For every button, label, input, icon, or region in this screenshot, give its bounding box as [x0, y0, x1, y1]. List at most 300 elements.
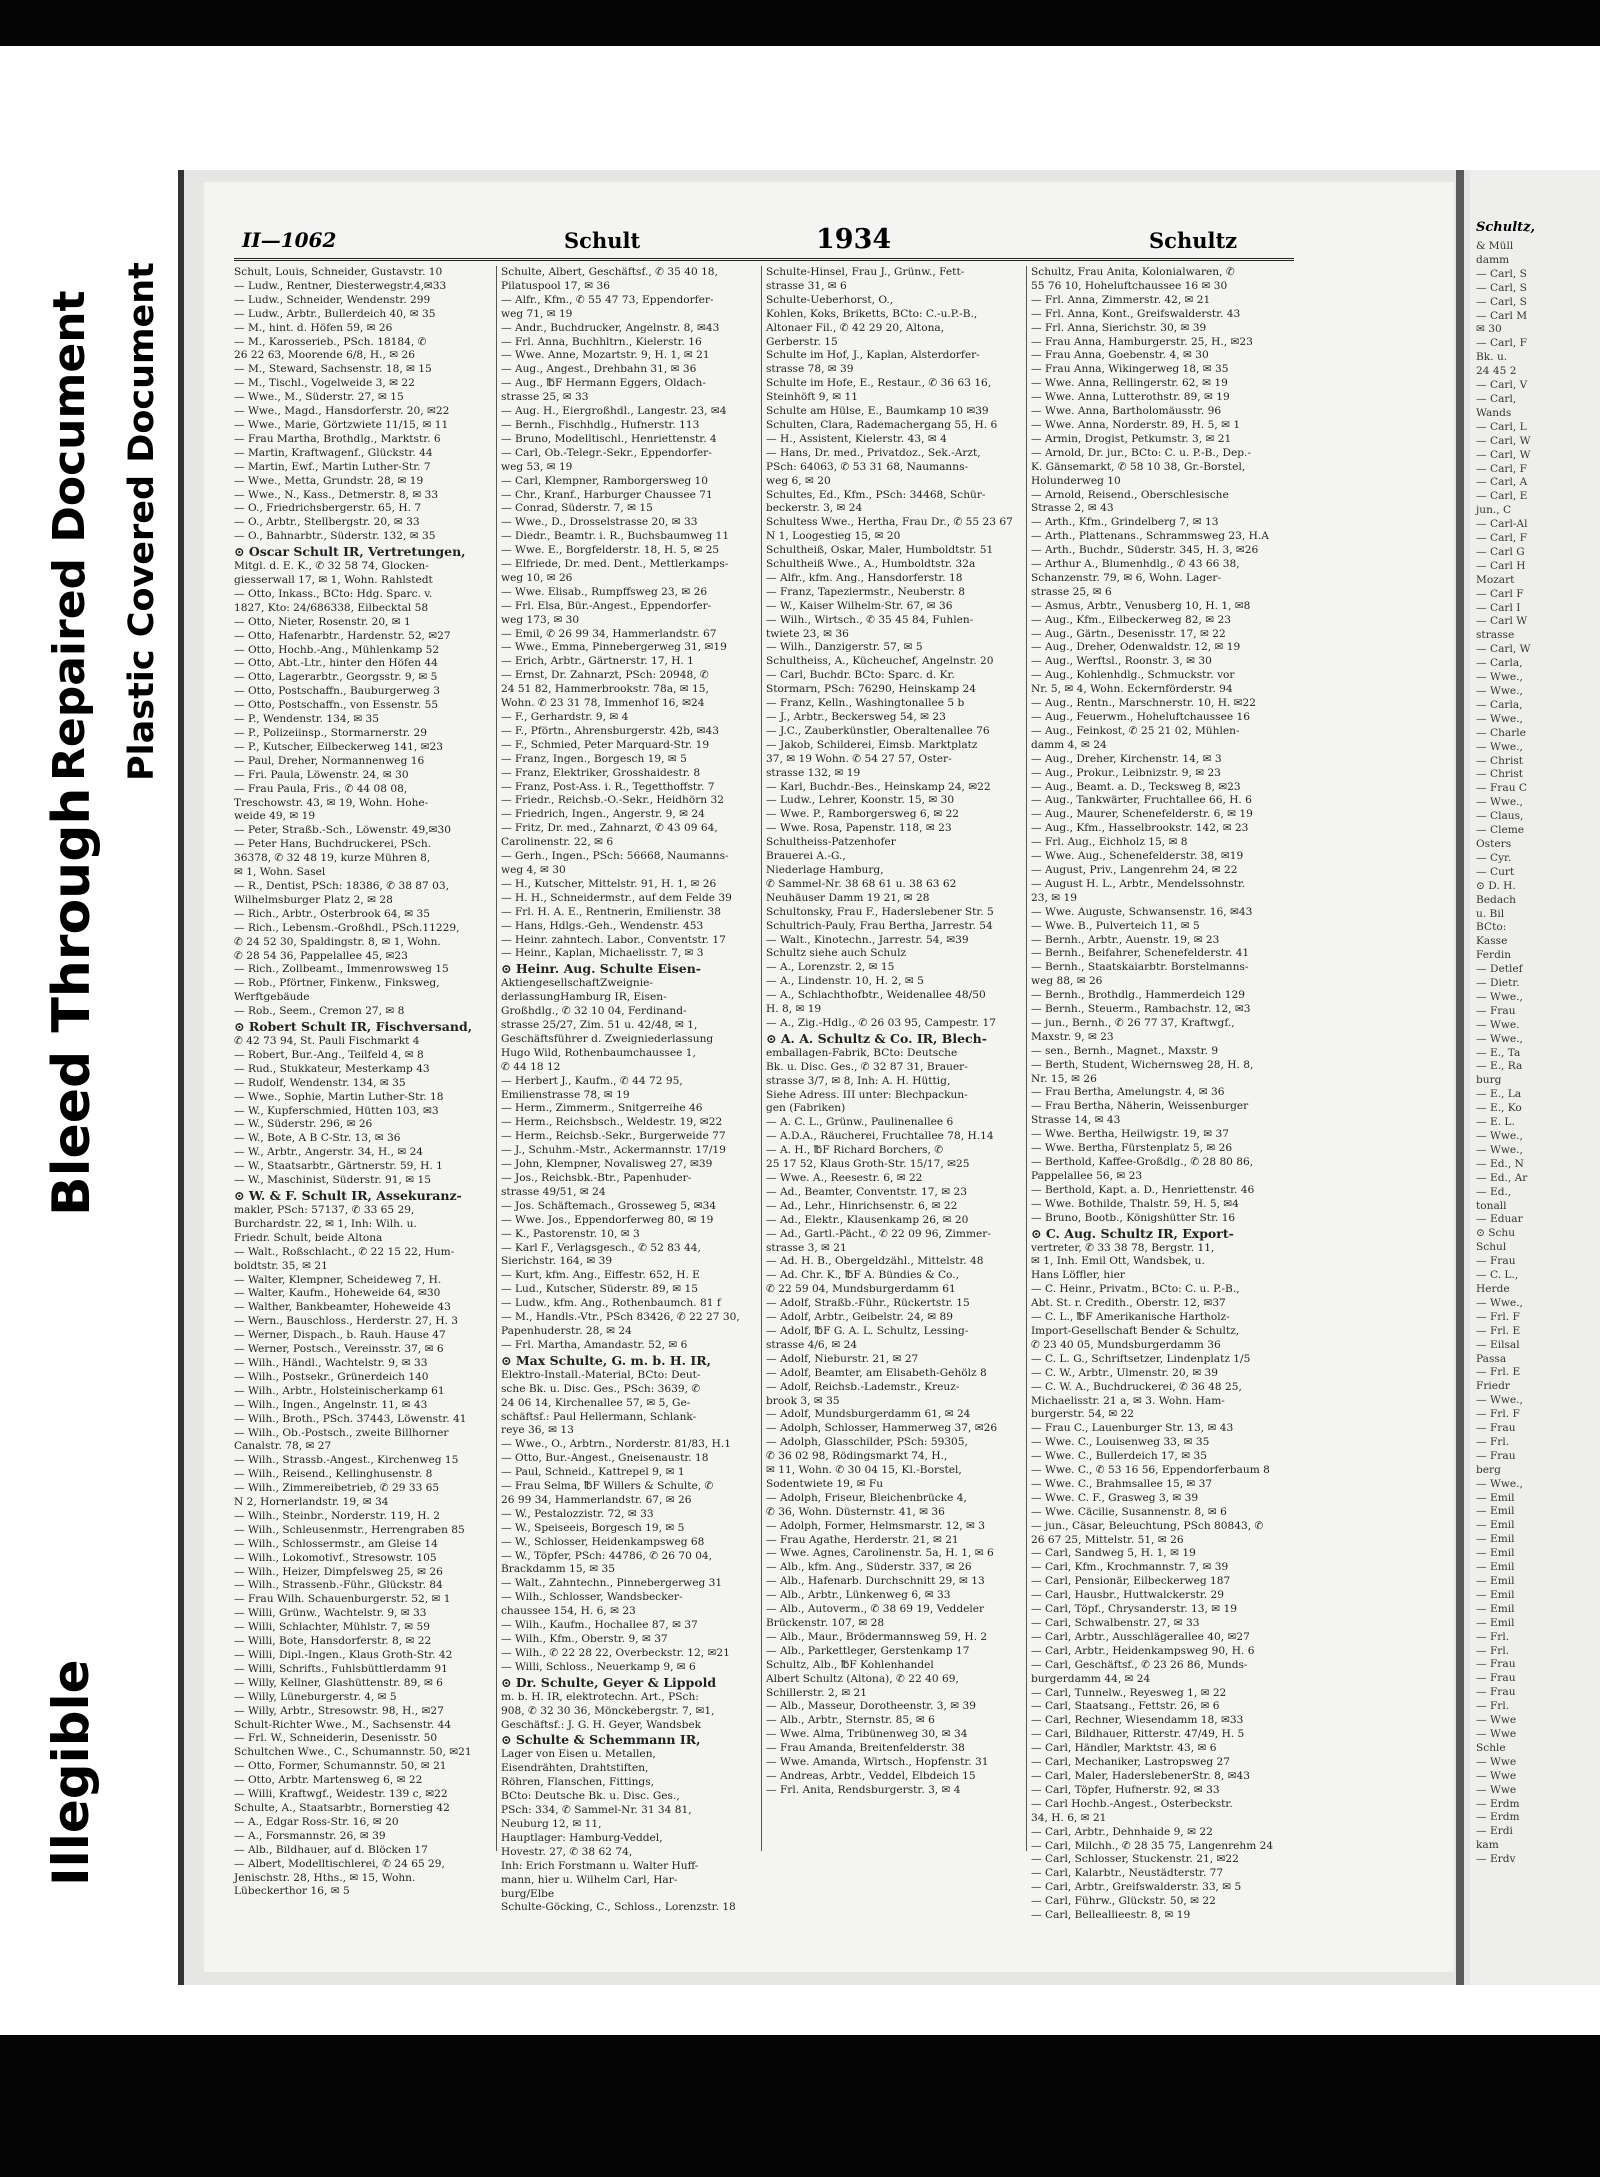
directory-entry: — Peter Hans, Buchdruckerei, PSch.: [234, 838, 432, 851]
next-page-entry: — Wwe: [1476, 1769, 1517, 1782]
directory-entry: Brackdamm 15, ✉ 35: [501, 1563, 616, 1576]
next-page-entry: — Wwe.,: [1476, 796, 1523, 809]
directory-entry: — Wilh., Kfm., Oberstr. 9, ✉ 37: [501, 1633, 668, 1645]
directory-entry: — Wilh., Zimmereibetrieb, ✆ 29 33 65: [234, 1482, 440, 1495]
directory-entry: — Otto, Arbtr. Martensweg 6, ✉ 22: [234, 1774, 423, 1787]
directory-entry: strasse 25, ✉ 6: [1031, 585, 1112, 598]
next-page-entry: — Emil: [1476, 1575, 1515, 1587]
directory-entry: — Hans, Hdlgs.-Geh., Wendenstr. 453: [501, 919, 704, 932]
directory-entry: — August H. L., Arbtr., Mendelssohnstr.: [1031, 877, 1246, 890]
next-page-entry: Passa: [1476, 1352, 1507, 1365]
next-page-entry: — Wwe.,: [1476, 712, 1523, 725]
directory-entry: — Adolf, Straßb.-Führ., Rückertstr. 15: [766, 1297, 970, 1310]
directory-entry: emballagen-Fabrik, BCto: Deutsche: [766, 1046, 958, 1059]
directory-entry: — Wwe. P., Ramborgersweg 6, ✉ 22: [766, 808, 960, 821]
directory-entry: Schultz siehe auch Schulz: [766, 947, 907, 960]
directory-entry: 23, ✉ 19: [1031, 891, 1077, 904]
directory-entry: — Herm., Reichsbsch., Weldestr. 19, ✉22: [501, 1116, 723, 1129]
directory-entry: — Wilh., Postsekr., Grünerdeich 140: [234, 1370, 429, 1383]
directory-entry: — Willi, Schlachter, Mühlstr. 7, ✉ 59: [234, 1621, 430, 1634]
directory-entry: — Adolf, Beamter, am Elisabeth-Gehölz 8: [766, 1366, 987, 1379]
next-page-entry: — Wwe: [1476, 1755, 1517, 1768]
directory-entry: 36378, ✆ 32 48 19, kurze Mühren 8,: [234, 852, 431, 865]
directory-entry: — Albert, Modelltischlerei, ✆ 24 65 29,: [234, 1857, 445, 1870]
next-page-entry: — Wwe.,: [1476, 1032, 1523, 1045]
directory-entry: — Arth., Buchdr., Süderstr. 345, H. 3, ✉26: [1031, 544, 1259, 557]
directory-entry: — Lud., Kutscher, Süderstr. 89, ✉ 15: [501, 1283, 699, 1296]
directory-entry: 24 06 14, Kirchenallee 57, ✉ 5, Ge-: [501, 1396, 691, 1409]
next-page-entry: — Emil: [1476, 1602, 1515, 1615]
directory-entry: beckerstr. 3, ✉ 24: [766, 502, 863, 515]
next-page-entry: — Wwe.,: [1476, 990, 1523, 1003]
directory-entry: — Aug., Dreher, Kirchenstr. 14, ✉ 3: [1031, 752, 1222, 765]
directory-entry: — Franz, Elektriker, Grosshaidestr. 8: [501, 766, 701, 779]
directory-entry: Brauerei A.-G.,: [766, 850, 846, 863]
directory-entry: — jun., Cäsar, Beleuchtung, PSch 80843, ✆: [1031, 1519, 1264, 1532]
next-page-entry: 24 45 2: [1476, 365, 1517, 378]
directory-entry: — Wwe. Agnes, Carolinenstr. 5a, H. 1, ✉ 6: [766, 1547, 994, 1560]
next-page-entry: — Frau: [1476, 1422, 1516, 1435]
next-page-entry: — Frl.: [1476, 1644, 1510, 1657]
directory-entry: — Wilh., Steinbr., Norderstr. 119, H. 2: [234, 1509, 440, 1522]
directory-entry: — Carl, Buchdr. BCto: Sparc. d. Kr.: [766, 669, 955, 682]
directory-entry: — Otto, Abt.-Ltr., hinter den Höfen 44: [234, 657, 438, 670]
directory-entry: — Heinr., Kaplan, Michaelisstr. 7, ✉ 3: [501, 947, 704, 960]
directory-entry: — Carl, Töpf., Chrysanderstr. 13, ✉ 19: [1031, 1603, 1237, 1616]
directory-entry: — Herbert J., Kaufm., ✆ 44 72 95,: [501, 1074, 683, 1087]
next-page-entry: — Frau: [1476, 1672, 1516, 1685]
directory-entry: ⊙ Dr. Schulte, Geyer & Lippold: [501, 1674, 717, 1690]
directory-entry: — Arnold, Reisend., Oberschlesische: [1031, 488, 1229, 501]
directory-entry: — Carl, Maler, HaderslebenerStr. 8, ✉43: [1031, 1769, 1250, 1782]
directory-entry: sche Bk. u. Disc. Ges., PSch: 3639, ✆: [501, 1382, 701, 1395]
next-page-entry: — Ed.,: [1476, 1185, 1512, 1198]
directory-entry: — Wilh., Strassb.-Angest., Kirchenweg 15: [234, 1454, 459, 1467]
directory-entry: ✆ 36 02 98, Rödingsmarkt 74, H.,: [766, 1450, 948, 1463]
directory-entry: Hans Löffler, hier: [1031, 1269, 1125, 1282]
directory-entry: Schulte, A., Staatsarbtr., Bornerstieg 42: [234, 1801, 450, 1814]
directory-entry: — Wwe., O., Arbtrn., Norderstr. 81/83, H.1: [501, 1438, 731, 1451]
directory-entry: — Otto, Former, Schumannstr. 50, ✉ 21: [234, 1760, 447, 1773]
next-page-entry: — Carl, W: [1476, 448, 1531, 461]
directory-entry: — Carl, Staatsang., Fettstr. 26, ✉ 6: [1031, 1700, 1220, 1713]
directory-entry: m. b. H. IR, elektrotechn. Art., PSch:: [501, 1690, 699, 1703]
directory-entry: strasse 31, ✉ 6: [766, 279, 847, 292]
directory-entry: — A. H., ℔F Richard Borchers, ✆: [766, 1144, 944, 1157]
directory-entry: — Wwe. Aug., Schenefelderstr. 38, ✉19: [1031, 850, 1244, 863]
directory-entry: — A., Lindenstr. 10, H. 2, ✉ 5: [766, 975, 924, 988]
directory-entry: — Frl. W., Schneiderin, Desenisstr. 50: [234, 1732, 438, 1745]
page-number: II—1062: [242, 228, 337, 252]
directory-entry: — Paul, Schneid., Kattrepel 9, ✉ 1: [501, 1466, 685, 1479]
next-page-entry: ✉ 30: [1476, 323, 1502, 336]
directory-entry: — Ad., Beamter, Conventstr. 17, ✉ 23: [766, 1185, 967, 1198]
directory-entry: Hugo Wild, Rothenbaumchaussee 1,: [501, 1046, 696, 1059]
directory-entry: — Wwe. C., Louisenweg 33, ✉ 35: [1031, 1436, 1210, 1449]
directory-entry: Schillerstr. 2, ✉ 21: [766, 1686, 868, 1699]
next-page-entry: — Erdv: [1476, 1853, 1516, 1866]
directory-entry: — Frau Martha, Brothdlg., Marktstr. 6: [234, 432, 441, 445]
directory-entry: — Peter, Straßb.-Sch., Löwenstr. 49,✉30: [234, 824, 451, 837]
directory-entry: — Aug., ℔F Hermann Eggers, Oldach-: [501, 377, 706, 390]
directory-entry: — Aug., Rentn., Marschnerstr. 10, H. ✉22: [1031, 697, 1257, 710]
next-page-entry: Osters: [1476, 837, 1512, 850]
directory-entry: — Wwe. Amanda, Wirtsch., Hopfenstr. 31: [766, 1756, 989, 1769]
directory-entry: — Wwe. Anna, Lutterothstr. 89, ✉ 19: [1031, 391, 1230, 404]
directory-entry: — Wwe. Bothilde, Thalstr. 59, H. 5, ✉4: [1031, 1197, 1239, 1210]
directory-entry: — Werner, Postsch., Vereinsstr. 37, ✉ 6: [234, 1343, 444, 1356]
directory-entry: — Wwe., Emma, Pinnebergerweg 31, ✉19: [501, 641, 727, 654]
next-page-entry: Wands: [1476, 406, 1512, 419]
next-page-entry: — Emil: [1476, 1616, 1515, 1629]
directory-entry: AktiengesellschaftZweignie-: [501, 977, 653, 990]
directory-entry: — Heinr. zahntech. Labor., Conventstr. 17: [501, 933, 726, 946]
directory-entry: — Jos., Reichsbk.-Btr., Papenhuder-: [501, 1172, 692, 1184]
directory-entry: — Bernh., Beifahrer, Schenefelderstr. 41: [1031, 947, 1250, 960]
directory-entry: ✆ 28 54 36, Pappelallee 45, ✉23: [234, 949, 408, 962]
directory-entry: — Berth, Student, Wichernsweg 28, H. 8,: [1031, 1058, 1254, 1071]
directory-entry: Michaelisstr. 21 a, ✉ 3. Wohn. Ham-: [1031, 1394, 1225, 1407]
directory-entry: strasse 25/27, Zim. 51 u. 42/48, ✉ 1,: [501, 1019, 698, 1032]
directory-entry: — Frau Selma, ℔F Willers & Schulte, ✆: [501, 1480, 714, 1493]
next-page-entry: — Carl, L: [1476, 420, 1527, 433]
next-page-entry: — Emil: [1476, 1533, 1515, 1546]
directory-entry: Nr. 15, ✉ 26: [1031, 1072, 1097, 1085]
next-page-entry: — Frl. E: [1476, 1324, 1521, 1337]
directory-entry: — Adolf, Nieburstr. 21, ✉ 27: [766, 1352, 919, 1365]
next-page-entry: — Frl.: [1476, 1630, 1510, 1643]
directory-entry: — Frl. Anita, Rendsburgerstr. 3, ✉ 4: [766, 1783, 961, 1796]
directory-entry: — Gerh., Ingen., PSch: 56668, Naumanns-: [501, 850, 729, 863]
directory-entry: — Carl, Arbtr., Dehnhaide 9, ✉ 22: [1031, 1825, 1213, 1838]
directory-entry: Jenischstr. 28, Hths., ✉ 15, Wohn.: [234, 1871, 416, 1884]
next-page-entry: — Charle: [1476, 726, 1526, 739]
next-page-entry: — Carl,: [1476, 392, 1517, 405]
directory-entry: — Bernh., Brothdlg., Hammerdeich 129: [1031, 989, 1245, 1002]
directory-entry: — Ludw., Arbtr., Bullerdeich 40, ✉ 35: [234, 307, 436, 320]
directory-entry: — Aug., Werftsl., Roonstr. 3, ✉ 30: [1031, 655, 1212, 668]
next-page-entry: — Emil: [1476, 1505, 1515, 1518]
directory-entry: — Aug., Maurer, Schenefelderstr. 6, ✉ 19: [1031, 808, 1253, 821]
next-page-entry: — C. L.,: [1476, 1269, 1519, 1282]
directory-entry: — Rudolf, Wendenstr. 134, ✉ 35: [234, 1076, 406, 1089]
directory-entry: — Otto, Postschaffn., Bauburgerweg 3: [234, 685, 440, 698]
directory-entry: — Franz, Kelln., Washingtonallee 5 b: [766, 697, 965, 710]
directory-entry: Inh: Erich Forstmann u. Walter Huff-: [501, 1859, 699, 1872]
directory-entry: Schult-Richter Wwe., M., Sachsenstr. 44: [234, 1718, 452, 1731]
directory-entry: Maxstr. 9, ✉ 23: [1031, 1030, 1114, 1043]
next-page-entry: — Emil: [1476, 1561, 1515, 1574]
directory-entry: — H., Kutscher, Mittelstr. 91, H. 1, ✉ 26: [501, 877, 717, 890]
next-page-entry: — Ed., Ar: [1476, 1171, 1528, 1184]
directory-entry: Schultes, Ed., Kfm., PSch: 34468, Schür-: [766, 488, 986, 501]
next-page-entry: — Carl, W: [1476, 643, 1531, 656]
directory-entry: — Carl, Arbtr., Ausschlägerallee 40, ✉27: [1031, 1630, 1250, 1643]
directory-entry: Schulte-Ueberhorst, O.,: [766, 293, 894, 306]
directory-column-2: [501, 266, 759, 1914]
directory-entry: ⊙ C. Aug. Schultz IR, Export-: [1031, 1225, 1234, 1241]
label-illegible: Illegible: [42, 1659, 100, 1886]
directory-entry: — A., Lorenzstr. 2, ✉ 15: [766, 961, 895, 974]
directory-entry: — Aug., Tankwärter, Fruchtallee 66, H. 6: [1031, 794, 1252, 807]
directory-entry: Pappelallee 56, ✉ 23: [1031, 1169, 1143, 1182]
directory-entry: burg/Elbe: [501, 1887, 555, 1900]
directory-entry: ✆ 24 52 30, Spaldingstr. 8, ✉ 1, Wohn.: [234, 935, 441, 948]
next-page-entry: kam: [1476, 1839, 1499, 1852]
directory-entry: — Frau Bertha, Näherin, Weissenburger: [1031, 1100, 1249, 1113]
column-divider: [1026, 266, 1027, 1851]
directory-entry: — C. W. A., Buchdruckerei, ✆ 36 48 25,: [1031, 1380, 1242, 1393]
directory-entry: — Otto, Inkass., BCto: Hdg. Sparc. v.: [234, 587, 433, 600]
next-page-entry: — Carl W: [1476, 615, 1528, 628]
directory-entry: Schulte, Albert, Geschäftsf., ✆ 35 40 18,: [501, 266, 718, 278]
directory-column-4: [1031, 266, 1289, 1922]
directory-entry: — Wwe. C., Bullerdeich 17, ✉ 35: [1031, 1450, 1207, 1463]
directory-entry: — J., Arbtr., Beckersweg 54, ✉ 23: [766, 711, 946, 723]
directory-entry: — Adolf, Mundsburgerdamm 61, ✉ 24: [766, 1408, 971, 1421]
next-page-entry: Schul: [1476, 1241, 1507, 1254]
directory-entry: — Robert, Bur.-Ang., Teilfeld 4, ✉ 8: [234, 1048, 424, 1061]
directory-entry: Bk. u. Disc. Ges., ✆ 32 87 31, Brauer-: [766, 1060, 968, 1073]
directory-entry: Papenhuderstr. 28, ✉ 24: [501, 1324, 632, 1337]
directory-entry: — Wwe., N., Kass., Detmerstr. 8, ✉ 33: [234, 488, 439, 501]
next-page-entry: BCto:: [1476, 921, 1507, 934]
directory-column-3: [766, 266, 1024, 1851]
directory-entry: — Herm., Reichsb.-Sekr., Burgerweide 77: [501, 1130, 726, 1143]
directory-entry: 34, H. 6, ✉ 21: [1031, 1811, 1107, 1824]
directory-entry: — Carl, Sandweg 5, H. 1, ✉ 19: [1031, 1547, 1196, 1560]
directory-entry: — Alb., Maur., Brödermannsweg 59, H. 2: [766, 1630, 988, 1643]
directory-entry: — Arth., Plattenans., Schrammsweg 23, H.A: [1031, 530, 1269, 543]
directory-entry: — A., Edgar Ross-Str. 16, ✉ 20: [234, 1815, 399, 1828]
directory-entry: — Adolph, Friseur, Bleichenbrücke 4,: [766, 1491, 967, 1504]
directory-entry: — Wwe. Anne, Mozartstr. 9, H. 1, ✉ 21: [501, 349, 710, 362]
directory-entry: — Friedrich, Ingen., Angerstr. 9, ✉ 24: [501, 808, 705, 821]
directory-entry: — H., Assistent, Kielerstr. 43, ✉ 4: [766, 432, 947, 445]
directory-entry: — Alb., Arbtr., Sternstr. 85, ✉ 6: [766, 1714, 935, 1727]
directory-entry: — Aug., Beamt. a. D., Tecksweg 8, ✉23: [1031, 780, 1241, 793]
directory-entry: — Carl, Töpfer, Hufnerstr. 92, ✉ 33: [1031, 1783, 1220, 1796]
directory-entry: — Rich., Arbtr., Osterbrook 64, ✉ 35: [234, 907, 430, 920]
directory-entry: — Carl, Ob.-Telegr.-Sekr., Eppendorfer-: [501, 446, 712, 459]
directory-entry: — Andr., Buchdrucker, Angelnstr. 8, ✉43: [501, 321, 720, 334]
directory-entry: — Willi, Grünw., Wachtelstr. 9, ✉ 33: [234, 1607, 427, 1620]
directory-entry: — Wwe. C., ✆ 53 16 56, Eppendorferbaum 8: [1031, 1464, 1270, 1477]
directory-entry: — Alb., Parkettleger, Gerstenkamp 17: [766, 1644, 970, 1657]
directory-entry: — Ad., Elektr., Klausenkamp 26, ✉ 20: [766, 1213, 969, 1226]
directory-entry: Schulte-Hinsel, Frau J., Grünw., Fett-: [766, 266, 965, 278]
directory-entry: 1827, Kto: 24/686338, Eilbecktal 58: [234, 601, 429, 614]
directory-entry: — Alb., Bildhauer, auf d. Blöcken 17: [234, 1843, 428, 1856]
directory-entry: — Frl. Anna, Kont., Greifswalderstr. 43: [1031, 307, 1241, 320]
next-page-entry: — Eduar: [1476, 1213, 1523, 1226]
directory-entry: — J.C., Zauberkünstler, Oberaltenallee 76: [766, 724, 990, 737]
directory-entry: — P., Kutscher, Eilbeckerweg 141, ✉23: [234, 740, 443, 753]
next-page-entry: — Frau: [1476, 1255, 1516, 1268]
next-page-entry: — E., Ra: [1476, 1060, 1523, 1073]
directory-entry: — Erich, Arbtr., Gärtnerstr. 17, H. 1: [501, 655, 694, 668]
directory-entry: — Frl. Martha, Amandastr. 52, ✉ 6: [501, 1338, 688, 1351]
directory-entry: Schultess Wwe., Hertha, Frau Dr., ✆ 55 23 67: [766, 516, 1013, 529]
directory-entry: — Alb., Autoverm., ✆ 38 69 19, Veddeler: [766, 1603, 985, 1616]
directory-entry: — Herm., Zimmerm., Snitgerreihe 46: [501, 1102, 703, 1115]
directory-entry: makler, PSch: 57137, ✆ 33 65 29,: [234, 1204, 415, 1216]
directory-entry: — Ad. H. B., Obergeldzähl., Mittelstr. 48: [766, 1255, 984, 1268]
next-page-entry: ⊙ Schu: [1476, 1227, 1516, 1240]
directory-entry: — Wilh., ✆ 22 28 22, Overbeckstr. 12, ✉21: [501, 1646, 730, 1659]
next-page-entry: — Emil: [1476, 1588, 1515, 1601]
directory-entry: — Wwe., Magd., Hansdorferstr. 20, ✉22: [234, 405, 450, 418]
directory-entry: — Wwe. E., Borgfelderstr. 18, H. 5, ✉ 25: [501, 544, 720, 557]
directory-entry: — Paul, Dreher, Normannenweg 16: [234, 754, 425, 767]
directory-entry: boldtstr. 35, ✉ 21: [234, 1259, 328, 1272]
directory-entry: — Carl, Kalarbtr., Neustädterstr. 77: [1031, 1867, 1224, 1880]
directory-entry: — Asmus, Arbtr., Venusberg 10, H. 1, ✉8: [1031, 599, 1251, 612]
directory-entry: — Frl. Aug., Eichholz 15, ✉ 8: [1031, 836, 1188, 849]
directory-entry: Neuburg 12, ✉ 11,: [501, 1817, 602, 1830]
directory-entry: — Wilh., Wirtsch., ✆ 35 45 84, Fuhlen-: [766, 613, 974, 626]
directory-entry: — Carl, Schwalbenstr. 27, ✉ 33: [1031, 1617, 1200, 1629]
directory-entry: Strasse 14, ✉ 43: [1031, 1114, 1121, 1127]
directory-entry: Schultchen Wwe., C., Schumannstr. 50, ✉21: [234, 1746, 472, 1759]
directory-entry: burgerdamm 44, ✉ 24: [1031, 1672, 1151, 1685]
directory-entry: 26 67 25, Mittelstr. 51, ✉ 26: [1031, 1533, 1184, 1546]
next-page-entry: — Frau: [1476, 1686, 1516, 1699]
next-page-entry: — Christ: [1476, 768, 1524, 781]
directory-entry: weg 88, ✉ 26: [1031, 975, 1103, 988]
directory-entry: schäftsf.: Paul Hellermann, Schlank-: [501, 1410, 697, 1423]
directory-entry: — C. L. G., Schriftsetzer, Lindenplatz 1/5: [1031, 1352, 1251, 1365]
directory-entry: — Wilh., Danzigerstr. 57, ✉ 5: [766, 641, 923, 654]
next-page-entry: — Frl.: [1476, 1700, 1510, 1713]
directory-entry: — Werner, Dispach., b. Rauh. Hause 47: [234, 1329, 446, 1342]
directory-entry: — Bernh., Steuerm., Rambachstr. 12, ✉3: [1031, 1003, 1251, 1016]
next-page-entry: Herde: [1476, 1282, 1510, 1295]
directory-entry: 25 17 52, Klaus Groth-Str. 15/17, ✉25: [766, 1158, 970, 1171]
directory-entry: — Rob., Pförtner, Finkenw., Finksweg,: [234, 977, 440, 990]
directory-entry: — Rud., Stukkateur, Mesterkamp 43: [234, 1062, 430, 1075]
directory-entry: — Ludw., Schneider, Wendenstr. 299: [234, 293, 431, 306]
directory-entry: — Armin, Drogist, Petkumstr. 3, ✉ 21: [1031, 432, 1232, 445]
directory-entry: — Wwe., Metta, Grundstr. 28, ✉ 19: [234, 474, 424, 487]
next-page-entry: jun., C: [1476, 504, 1512, 517]
directory-entry: — O., Bahnarbtr., Süderstr. 132, ✉ 35: [234, 530, 436, 543]
next-page-entry: — E., Ta: [1476, 1046, 1521, 1059]
directory-entry: ✆ 36, Wohn. Düsternstr. 41, ✉ 36: [766, 1505, 945, 1518]
directory-entry: strasse 25, ✉ 33: [501, 391, 589, 404]
next-page-entry: u. Bil: [1476, 907, 1505, 920]
directory-entry: chaussee 154, H. 6, ✉ 23: [501, 1605, 636, 1618]
directory-entry: — Frl. Elsa, Bür.-Angest., Eppendorfer-: [501, 599, 712, 612]
directory-entry: — Willi, Dipl.-Ingen., Klaus Groth-Str. 42: [234, 1649, 453, 1661]
next-page-entry: damm: [1476, 253, 1510, 266]
directory-entry: — Willy, Arbtr., Stresowstr. 98, H., ✉27: [234, 1704, 444, 1717]
next-page-entry: — Frau: [1476, 1449, 1516, 1462]
directory-entry: — W., Bote, A B C-Str. 13, ✉ 36: [234, 1132, 401, 1145]
directory-entry: — Willy, Lüneburgerstr. 4, ✉ 5: [234, 1690, 397, 1703]
next-page-entry: — E. L.: [1476, 1116, 1515, 1129]
next-page-entry: — Carl, A: [1476, 476, 1528, 489]
directory-entry: — P., Polizeiinsp., Stormarnerstr. 29: [234, 727, 428, 739]
directory-entry: ⊙ Schulte & Schemmann IR,: [501, 1732, 701, 1748]
directory-entry: — C. L., ℔F Amerikanische Hartholz-: [1031, 1311, 1230, 1324]
directory-entry: ✆ 44 18 12: [501, 1060, 561, 1073]
directory-entry: — Ludw., kfm. Ang., Rothenbaumch. 81 f: [501, 1297, 721, 1310]
directory-entry: — Frau Anna, Hamburgerstr. 25, H., ✉23: [1031, 335, 1253, 348]
directory-entry: 908, ✆ 32 30 36, Mönckebergstr. 7, ✉1,: [501, 1704, 715, 1717]
directory-entry: Nr. 5, ✉ 4, Wohn. Eckernförderstr. 94: [1031, 683, 1233, 696]
directory-entry: Schultheiss-Patzenhofer: [766, 836, 896, 849]
next-page-entry: burg: [1476, 1074, 1502, 1087]
next-page-entry: ⊙ D. H.: [1476, 879, 1516, 892]
book-gutter: [1456, 170, 1464, 1985]
directory-entry: ⊙ Oscar Schult IR, Vertretungen,: [234, 544, 466, 560]
directory-entry: Schulte am Hülse, E., Baumkamp 10 ✉39: [766, 405, 989, 418]
directory-entry: — M., hint. d. Höfen 59, ✉ 26: [234, 321, 393, 334]
directory-entry: Steinhöft 9, ✉ 11: [766, 391, 858, 404]
directory-entry: — Carl, Klempner, Ramborgersweg 10: [501, 474, 709, 487]
directory-entry: — W., Süderstr. 296, ✉ 26: [234, 1118, 373, 1131]
directory-entry: — W., Staatsarbtr., Gärtnerstr. 59, H. 1: [234, 1160, 443, 1173]
directory-entry: Schultheiss, A., Kücheuchef, Angelnstr. 20: [766, 655, 994, 668]
directory-entry: — W., Töpfer, PSch: 44786, ✆ 26 70 04,: [501, 1549, 713, 1562]
directory-entry: — Fritz, Dr. med., Zahnarzt, ✆ 43 09 64,: [501, 822, 718, 835]
directory-entry: weg 71, ✉ 19: [501, 307, 573, 320]
directory-entry: — Wilh., Lokomotivf., Stresowstr. 105: [234, 1551, 437, 1564]
directory-entry: — Carl, Arbtr., Heidenkampsweg 90, H. 6: [1031, 1644, 1255, 1657]
directory-entry: — Carl, Kfm., Krochmannstr. 7, ✉ 39: [1031, 1561, 1229, 1574]
directory-entry: Röhren, Flanschen, Fittings,: [501, 1776, 655, 1789]
directory-entry: Werftgebäude: [234, 991, 310, 1004]
directory-entry: — Carl, Hausbr., Huttwalckerstr. 29: [1031, 1589, 1225, 1602]
directory-page: [178, 170, 1474, 1985]
directory-entry: — Karl, Buchdr.-Bes., Heinskamp 24, ✉22: [766, 780, 991, 793]
directory-entry: Stormarn, PSch: 76290, Heinskamp 24: [766, 683, 977, 696]
directory-entry: — Wwe. Bertha, Heilwigstr. 19, ✉ 37: [1031, 1128, 1229, 1141]
directory-entry: — Diedr., Beamtr. i. R., Buchsbaumweg 11: [501, 530, 730, 543]
directory-entry: — O., Friedrichsbergerstr. 65, H. 7: [234, 502, 422, 515]
directory-entry: — Otto, Hafenarbtr., Hardenstr. 52, ✉27: [234, 629, 451, 642]
next-page-entry: — Frl. F: [1476, 1408, 1520, 1421]
directory-entry: Import-Gesellschaft Bender & Schultz,: [1031, 1324, 1240, 1337]
directory-entry: — P., Wendenstr. 134, ✉ 35: [234, 713, 380, 726]
directory-entry: — O., Arbtr., Stellbergstr. 20, ✉ 33: [234, 516, 420, 529]
directory-entry: — Aug., Prokur., Leibnizstr. 9, ✉ 23: [1031, 766, 1221, 779]
next-page-entry: — Dietr.: [1476, 977, 1520, 990]
directory-entry: 24 51 82, Hammerbrookstr. 78a, ✉ 15,: [501, 683, 709, 696]
next-page-entry: — Frl.: [1476, 1435, 1510, 1448]
directory-entry: ⊙ Robert Schult IR, Fischversand,: [234, 1019, 473, 1035]
directory-entry: Mitgl. d. E. K., ✆ 32 58 74, Glocken-: [234, 560, 429, 573]
page-paper: [204, 182, 1454, 1972]
directory-entry: — sen., Bernh., Magnet., Maxstr. 9: [1031, 1044, 1219, 1057]
directory-entry: — Wilh., Schleusenmstr., Herrengraben 85: [234, 1523, 465, 1536]
next-page-entry: — Emil: [1476, 1491, 1515, 1504]
directory-entry: — Berthold, Kaffee-Großdlg., ✆ 28 80 86,: [1031, 1156, 1254, 1168]
directory-entry: brook 3, ✉ 35: [766, 1394, 840, 1407]
next-page-entry: — E., La: [1476, 1088, 1522, 1101]
directory-entry: — Hans, Dr. med., Privatdoz., Sek.-Arzt,: [766, 446, 981, 459]
directory-entry: — Wilh., Ingen., Angelnstr. 11, ✉ 43: [234, 1398, 428, 1411]
directory-entry: ⊙ Max Schulte, G. m. b. H. IR,: [501, 1352, 711, 1368]
directory-entry: — Aug., Dreher, Odenwaldstr. 12, ✉ 19: [1031, 641, 1241, 654]
next-page-entry: — Wwe.,: [1476, 1143, 1523, 1156]
directory-entry: — Kurt, kfm. Ang., Eiffestr. 652, H. E: [501, 1269, 700, 1282]
directory-entry: Siehe Adress. III unter: Blechpackun-: [766, 1088, 968, 1101]
directory-entry: Brückenstr. 107, ✉ 28: [766, 1617, 885, 1629]
directory-entry: — Adolph, Schlosser, Hammerweg 37, ✉26: [766, 1422, 998, 1435]
directory-entry: weg 53, ✉ 19: [501, 460, 573, 473]
